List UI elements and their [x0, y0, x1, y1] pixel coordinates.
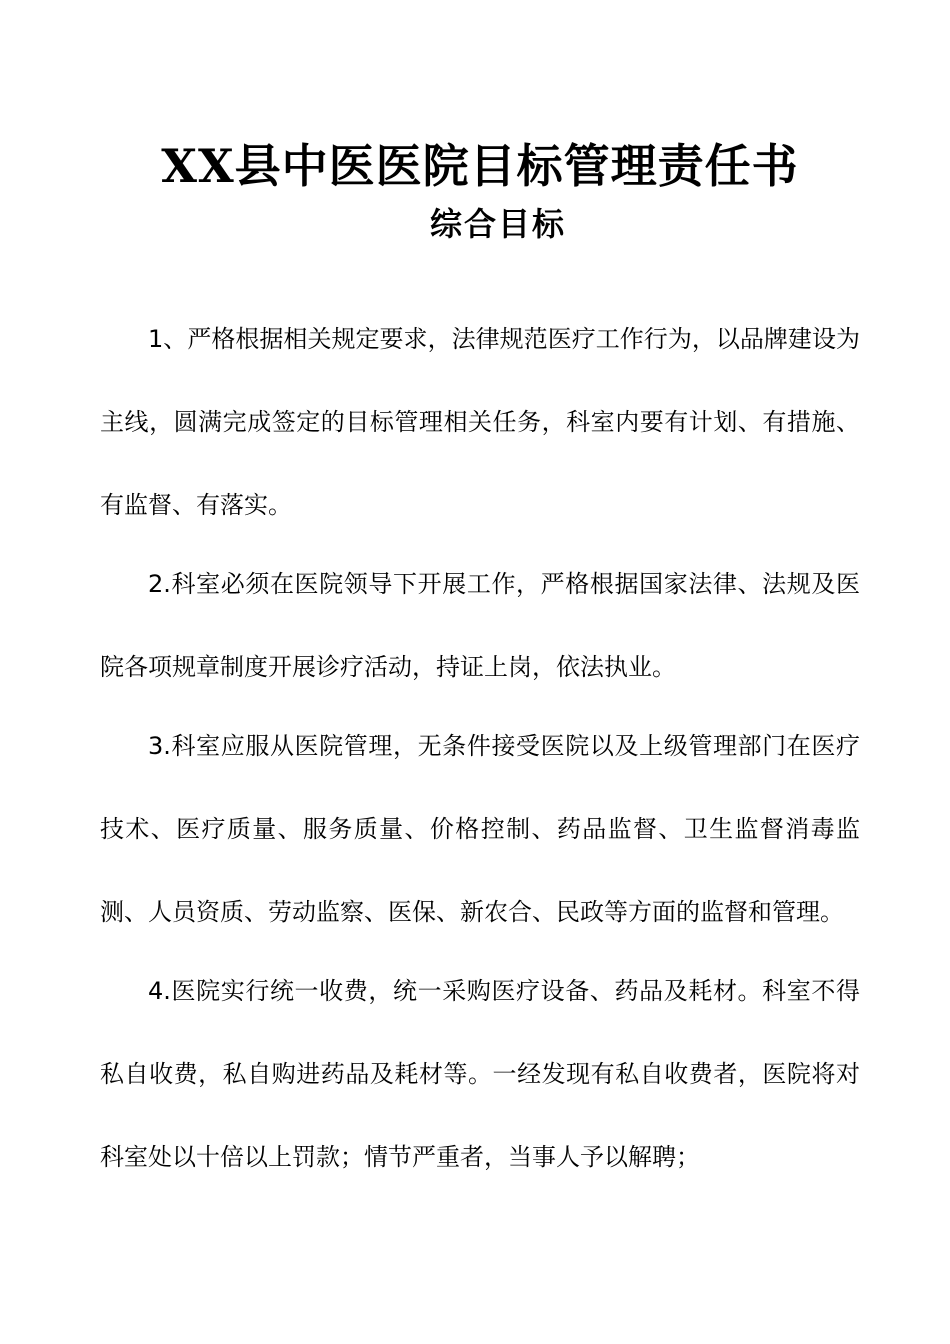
document-subtitle: 综合目标 — [429, 205, 566, 243]
document-title: XX县中医医院目标管理责任书 — [161, 139, 799, 193]
document-body — [100, 298, 860, 1199]
paragraph-2: 2.科室必须在医院领导下开展工作，严格根据国家法律、法规及医院各项规章制度开展诊疗活动，持证上岗，依法执业。 — [100, 570, 860, 681]
paragraph-1: 1、严格根据相关规定要求，法律规范医疗工作行为，以品牌建设为主线，圆满完成签定的目标管理相关任务，科室内要有计划、有措施、有监督、有落实。 — [100, 325, 860, 519]
paragraph-4: 4.医院实行统一收费，统一采购医疗设备、药品及耗材。科室不得私自收费，私自购进药品及耗材等。一经发现有私自收费者，医院将对科室处以十倍以上罚款；情节严重者，当事人予以解聘； — [100, 977, 860, 1171]
paragraph-3: 3.科室应服从医院管理，无条件接受医院以及上级管理部门在医疗技术、医疗质量、服务质量、价格控制、药品监督、卫生监督消毒监测、人员资质、劳动监察、医保、新农合、民政等方面的监督和管理。 — [100, 732, 860, 926]
